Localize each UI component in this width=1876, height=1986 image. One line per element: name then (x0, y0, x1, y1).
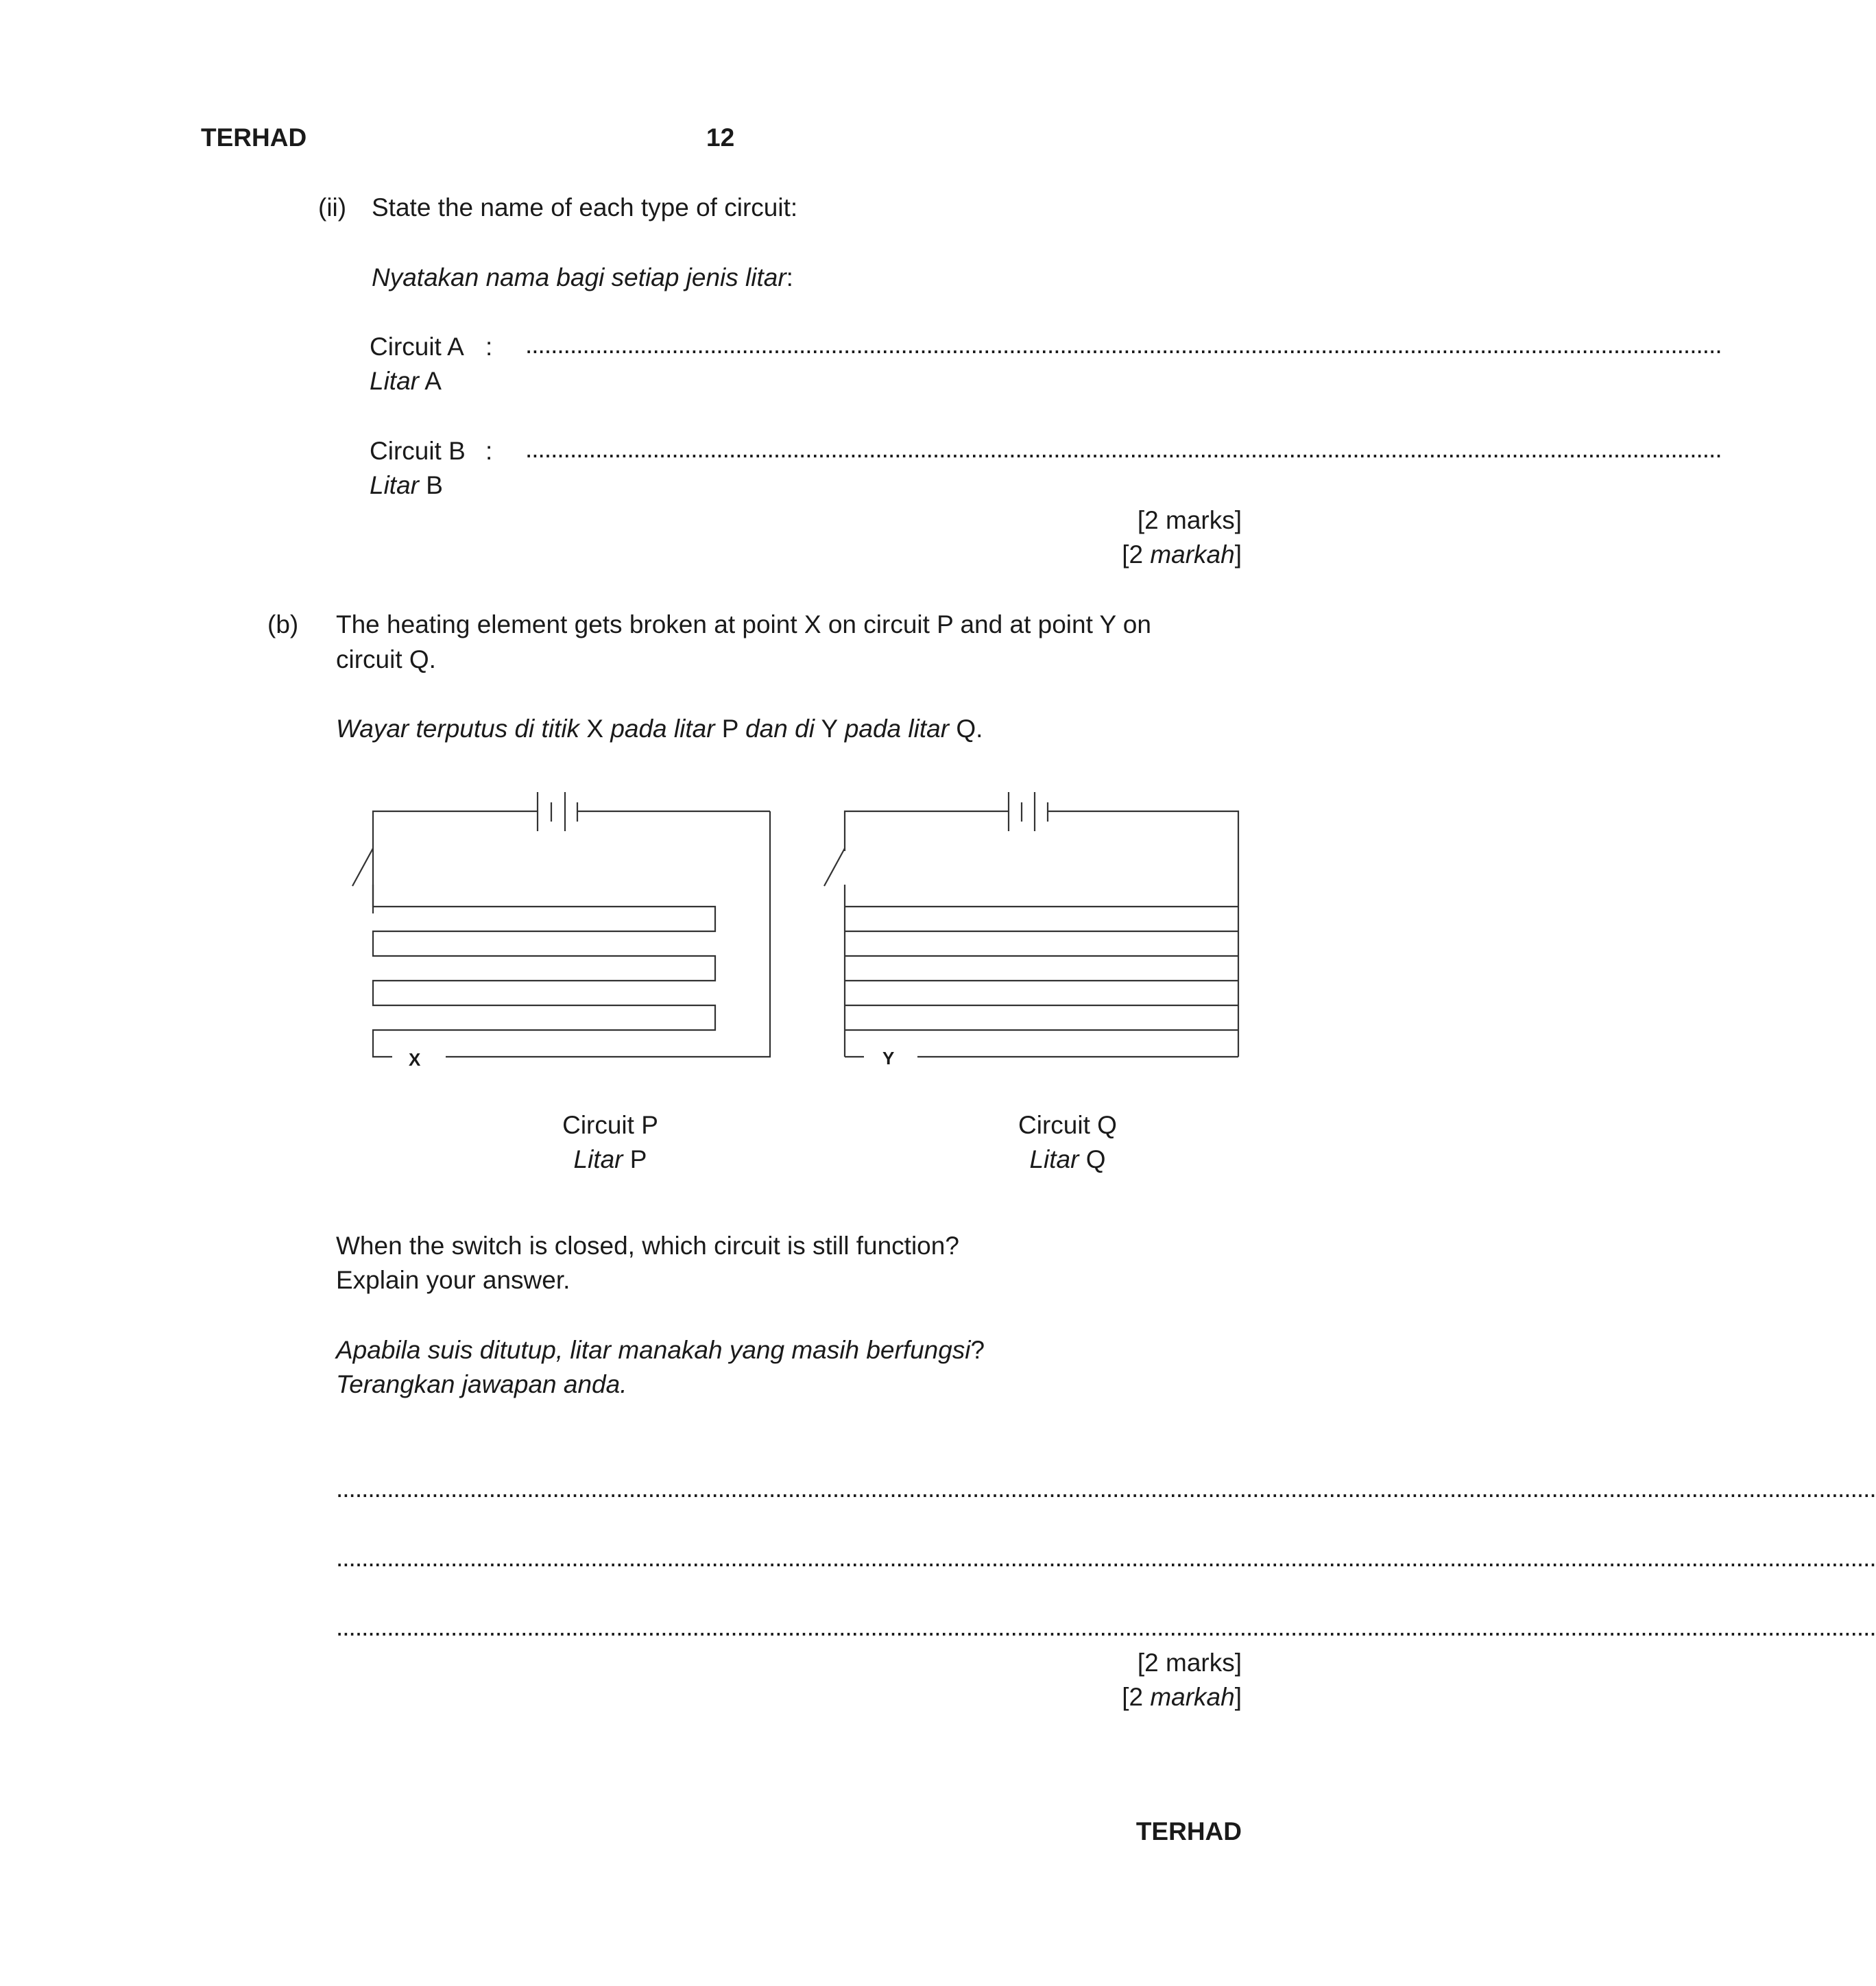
litar-b-label (370, 472, 443, 498)
question-b-text-en-2: circuit Q. (336, 645, 436, 673)
footer-label: TERHAD (1135, 1817, 1242, 1845)
question-b-prompt-ms-1 (336, 1337, 985, 1363)
ms-part: Q. (949, 715, 983, 743)
circuit-p-wire-right (446, 811, 770, 1057)
ms-part: Y (814, 715, 845, 743)
circuit-q-wire-right (1048, 811, 1238, 1057)
circuit-q-caption: Circuit Q (1018, 1111, 1117, 1139)
marks-b-ms-b: markah (1150, 1683, 1235, 1711)
circuit-q-diagram (815, 782, 1240, 1070)
question-ii-text-en: State the name of each type of circuit: (372, 193, 798, 222)
marks-ii-ms-c: ] (1234, 540, 1242, 569)
circuit-p-wire-left-top (373, 811, 538, 913)
point-x-label: X (409, 1049, 421, 1070)
prompt-ms-end: ? (970, 1336, 985, 1364)
circuit-p-diagram (343, 782, 768, 1070)
ms-part: pada litar (844, 715, 950, 743)
marks-b-ms-c: ] (1234, 1683, 1242, 1711)
switch-lever (824, 848, 845, 886)
litar-q-caption (965, 1147, 1170, 1172)
heating-element-serpentine (373, 885, 715, 1057)
litar-a-italic: Litar (370, 367, 419, 395)
marks-ii-ms-b: markah (1150, 540, 1235, 569)
question-b-prompt-en-2: Explain your answer. (336, 1266, 570, 1294)
marks-b-ms (1122, 1684, 1242, 1710)
answer-line-1[interactable]: .................................................................................................................................................................................................................................................. (336, 1474, 1876, 1503)
litar-a-label (370, 368, 442, 394)
marks-ii-en: [2 marks] (1137, 506, 1242, 534)
header-label: TERHAD (201, 123, 307, 152)
ms-part: P (714, 715, 746, 743)
circuit-q-wire-left-top (845, 811, 1009, 851)
ms-part: X (579, 715, 611, 743)
ms-part: pada litar (610, 715, 715, 743)
circuit-p-caption: Circuit P (562, 1111, 658, 1139)
litar-p-id: P (629, 1145, 647, 1173)
question-ii-ms-colon: : (786, 263, 793, 291)
litar-q-italic: Litar (1029, 1145, 1079, 1173)
ms-part: dan di (745, 715, 815, 743)
marks-ii-ms-a: [2 (1122, 540, 1151, 569)
question-ii-ms-italic: Nyatakan nama bagi setiap jenis litar (372, 263, 786, 291)
question-b-prompt-en-1: When the switch is closed, which circuit is still function? (336, 1232, 959, 1260)
circuit-b-colon: : (485, 437, 493, 465)
answer-line-circuit-a[interactable]: ............................................................................................................................................................................................ (525, 331, 1722, 359)
page-number: 12 (706, 123, 735, 152)
marks-b-ms-a: [2 (1122, 1683, 1151, 1711)
litar-a-id: A (424, 367, 442, 395)
litar-p-caption (507, 1147, 713, 1172)
marks-ii-ms (1122, 542, 1242, 567)
question-number-b: (b) (267, 610, 299, 638)
question-ii-text-ms (372, 265, 793, 290)
litar-b-id: B (426, 471, 443, 499)
litar-p-italic: Litar (573, 1145, 623, 1173)
circuit-a-label: Circuit A (370, 333, 464, 361)
answer-line-2[interactable]: .................................................................................................................................................................................................................................................. (336, 1544, 1876, 1572)
point-y-label: Y (882, 1048, 895, 1068)
ms-part: Wayar terputus di titik (336, 715, 580, 743)
question-b-prompt-ms-2: Terangkan jawapan anda. (336, 1370, 627, 1398)
circuit-b-label: Circuit B (370, 437, 466, 465)
question-b-text-en-1: The heating element gets broken at point X on circuit P and at point Y on (336, 610, 1151, 638)
question-number-ii: (ii) (318, 193, 347, 222)
answer-line-3[interactable]: .................................................................................................................................................................................................................................................. (336, 1613, 1876, 1641)
answer-line-circuit-b[interactable]: ............................................................................................................................................................................................ (525, 435, 1722, 463)
switch-lever (352, 848, 373, 886)
marks-b-en: [2 marks] (1137, 1649, 1242, 1677)
circuit-a-colon: : (485, 333, 493, 361)
question-b-text-ms (336, 716, 983, 741)
prompt-ms-italic: Apabila suis ditutup, litar manakah yang masih berfungsi (336, 1336, 971, 1364)
litar-b-italic: Litar (370, 471, 419, 499)
litar-q-id: Q (1085, 1145, 1106, 1173)
